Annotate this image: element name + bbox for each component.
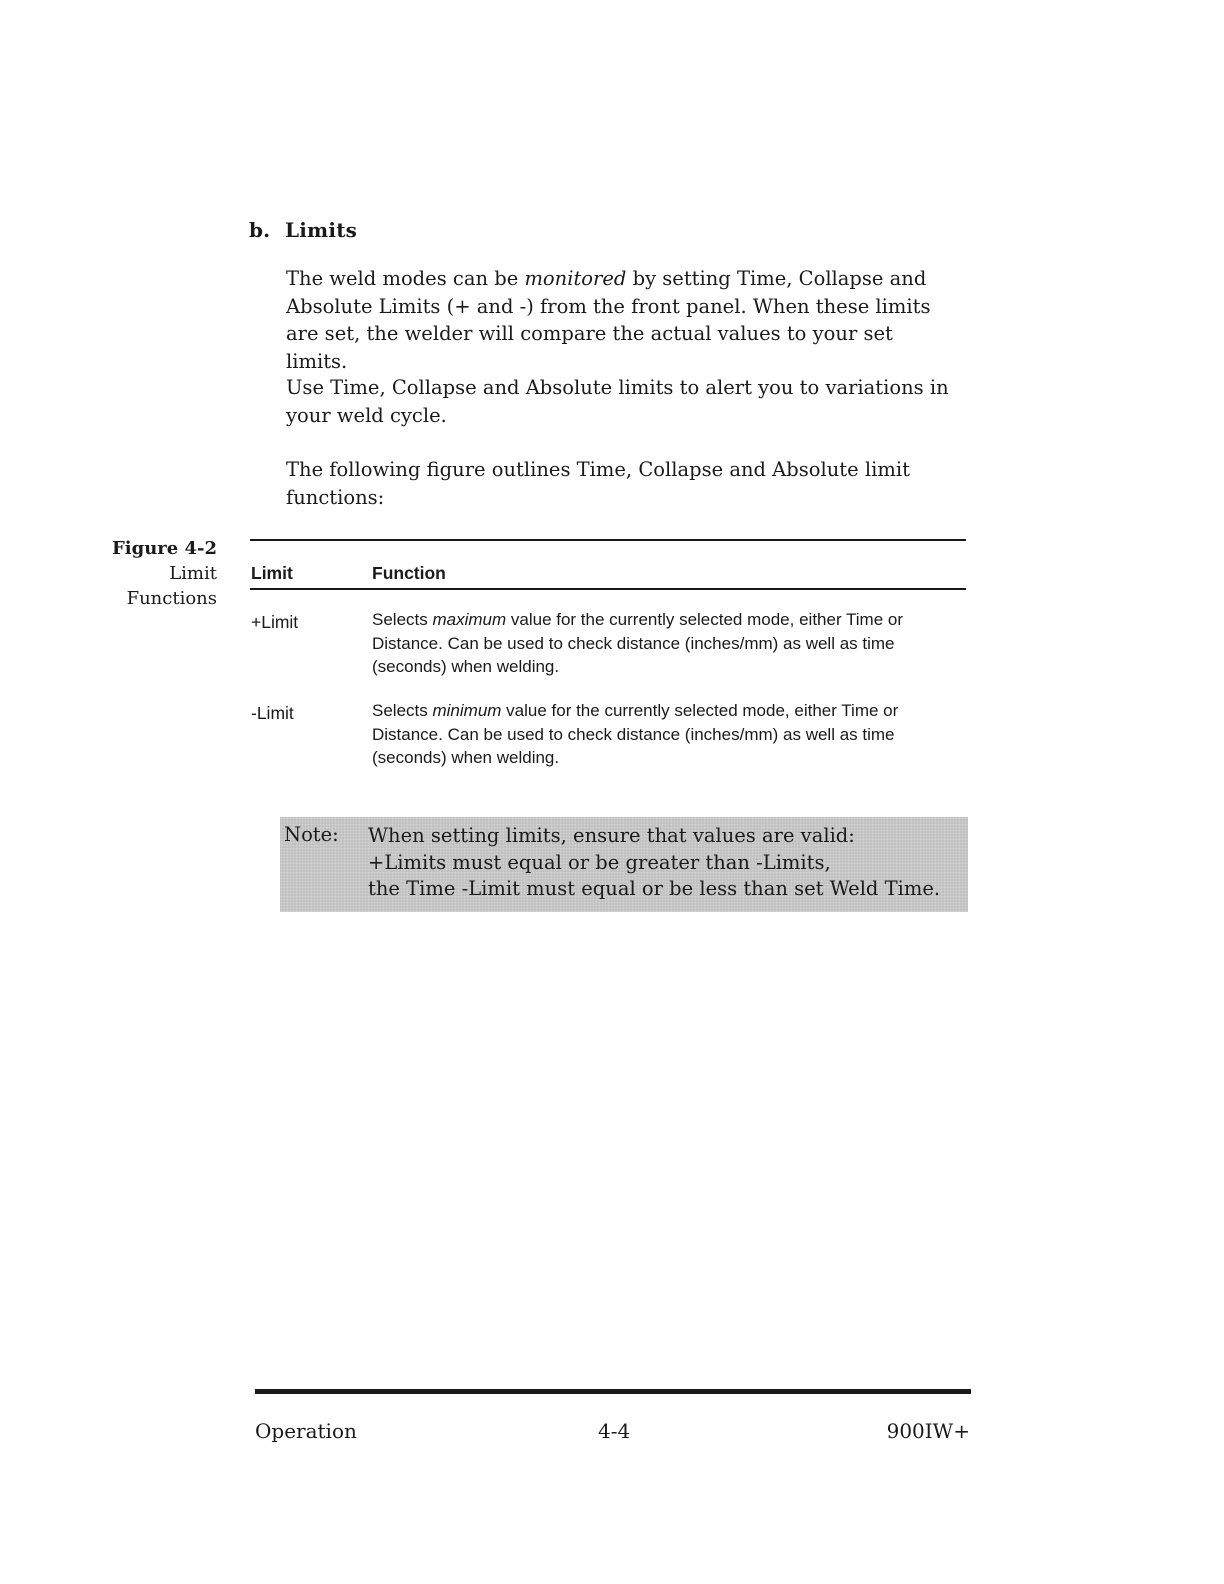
note-line-3: the Time -Limit must equal or be less than set Weld Time. (368, 877, 941, 900)
figure-caption-line-1: Limit (169, 563, 217, 584)
footer-section-name: Operation (255, 1419, 357, 1443)
row-emphasis: maximum (432, 610, 507, 629)
intro-emphasis: monitored (524, 267, 627, 290)
intro-paragraph (286, 265, 956, 375)
footer-page-number: 4-4 (598, 1419, 631, 1443)
row-text-start: Selects (372, 610, 433, 629)
table-top-rule (250, 539, 966, 541)
table-header-limit: Limit (251, 563, 293, 583)
intro-text-start: The weld modes can be (286, 267, 525, 290)
note-label: Note: (284, 823, 339, 846)
section-letter: b. (249, 218, 271, 242)
row-emphasis: minimum (432, 701, 502, 720)
figure-caption-line-2: Functions (126, 588, 217, 609)
note-line-1: When setting limits, ensure that values are valid: (368, 824, 855, 847)
note-line-2: +Limits must equal or be greater than -Limits, (368, 850, 831, 874)
note-text (368, 823, 958, 903)
section-heading (249, 218, 357, 242)
table-row-function-plus-limit (372, 608, 972, 679)
usage-paragraph: Use Time, Collapse and Absolute limits to alert you to variations in your weld cycle. (286, 376, 949, 427)
row-text-start: Selects (372, 701, 433, 720)
intro-text-end: by setting Time, Collapse and Absolute Limits (+ and -) from the front panel. When these limits are set, the welder will compare the actual values to your set limits. (286, 267, 931, 373)
table-row-label-plus-limit: +Limit (251, 612, 299, 632)
table-row-function-minus-limit (372, 699, 972, 770)
table-row-label-minus-limit: -Limit (251, 703, 294, 723)
figure-number: Figure 4-2 (111, 538, 217, 559)
section-title: Limits (285, 218, 358, 242)
table-header-rule (250, 588, 966, 590)
table-header-function: Function (372, 563, 446, 583)
figure-caption (100, 536, 217, 611)
figure-intro-paragraph: The following figure outlines Time, Collapse and Absolute limit functions: (286, 458, 910, 509)
footer-product-name: 900IW+ (886, 1419, 970, 1443)
row-text-end: value for the currently selected mode, either Time or Distance. Can be used to check distance (inches/mm) as well as time (seconds) when welding. (372, 701, 899, 767)
footer-rule (255, 1389, 971, 1394)
note-box (280, 817, 968, 912)
row-text-end: value for the currently selected mode, either Time or Distance. Can be used to check distance (inches/mm) as well as time (seconds) when welding. (372, 610, 904, 676)
